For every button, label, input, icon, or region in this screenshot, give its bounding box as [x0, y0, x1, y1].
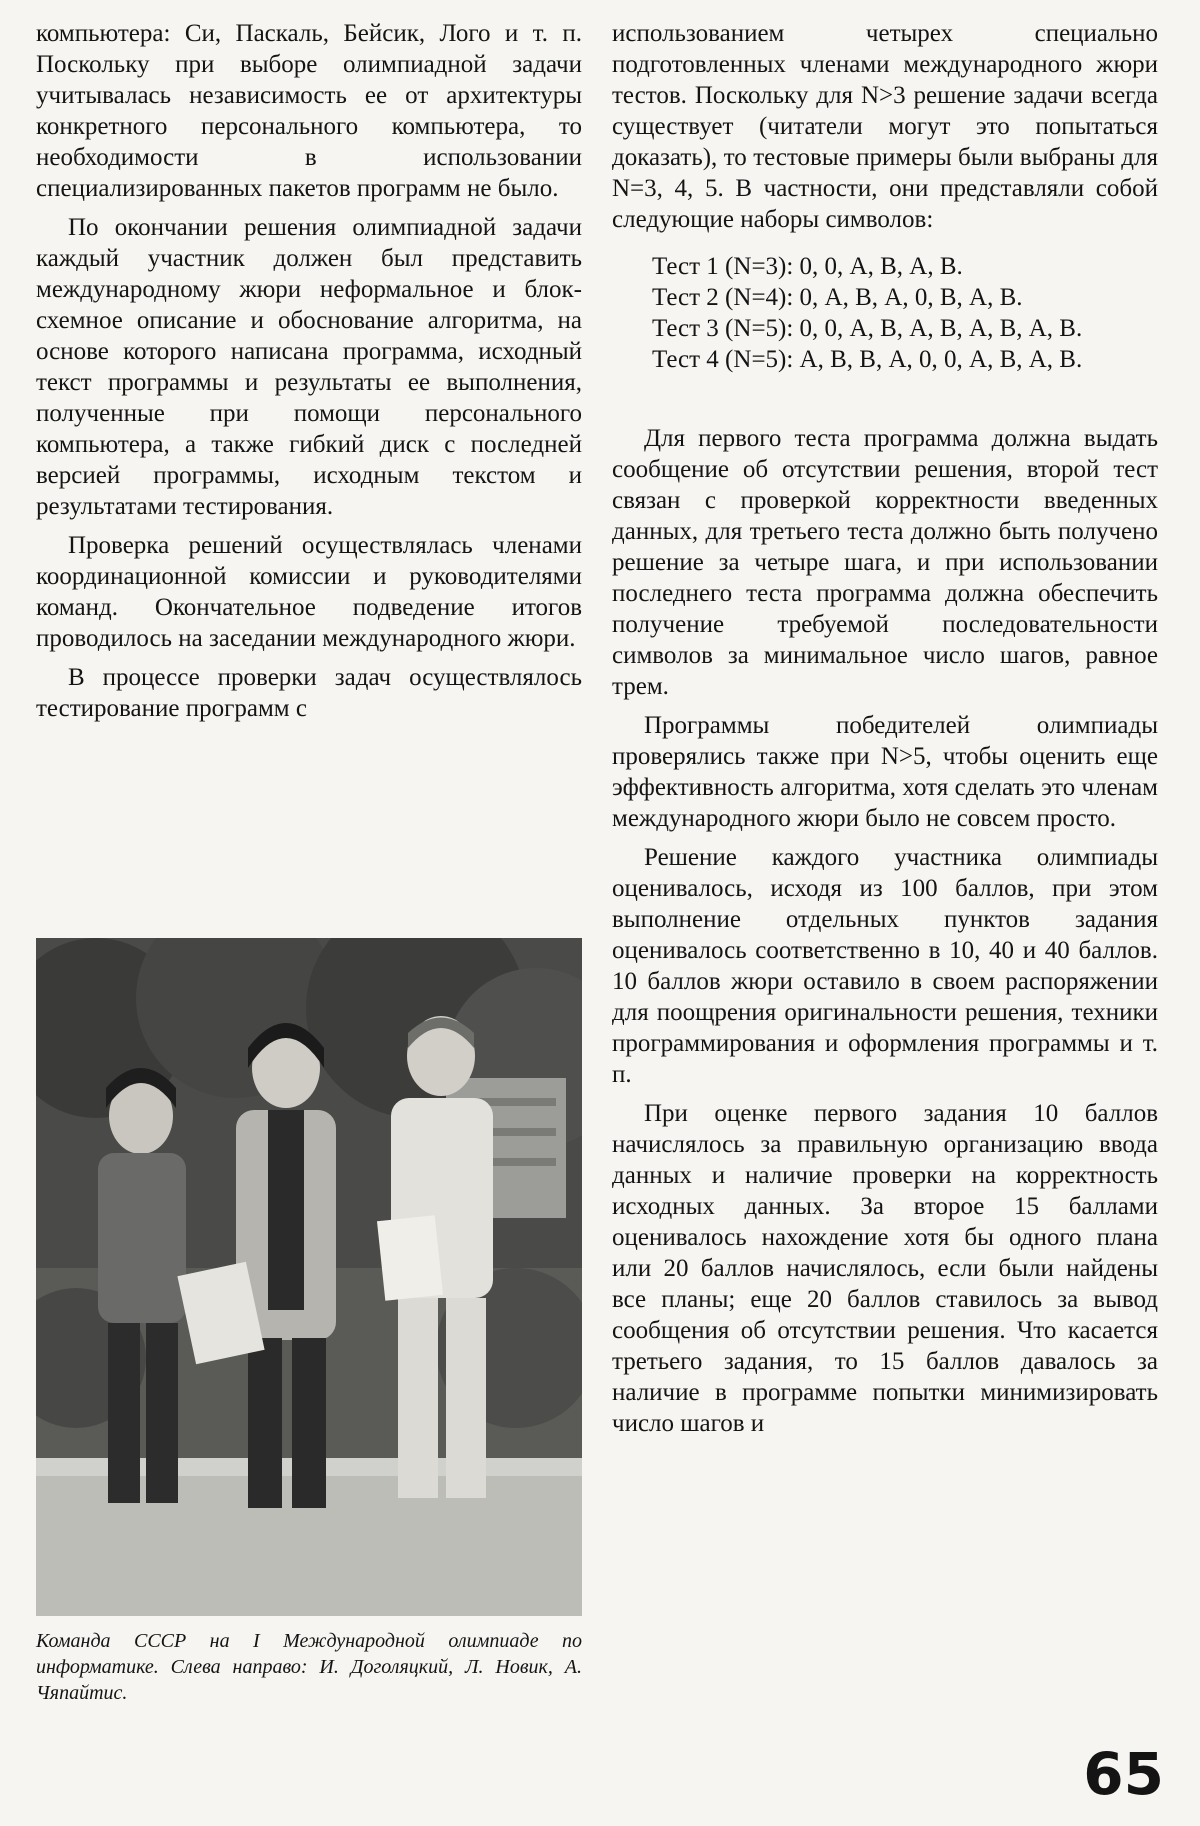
paragraph: компьютера: Си, Паскаль, Бейсик, Лого и т. п. Поскольку при выборе олимпиадной задачи учитывалась независимость ее от архитектуры конкретного персонального компьютера, то необходимости в использовании специализированных пакетов программ не было. [36, 20, 582, 202]
test-line: Тест 4 (N=5): А, В, В, А, 0, 0, А, В, А, В. [652, 346, 1083, 373]
paragraph: По окончании решения олимпиадной задачи каждый участник должен был представить международному жюри неформальное и блок-схемное описание и обоснование алгоритма, на основе которого написана программа, исходный текст программы и результаты ее выполнения, полученные при помощи персонального компьютера, а также гибкий диск с последней версией программы, исходным текстом и результатами тестирования. [36, 214, 582, 520]
paragraph: В процессе проверки задач осуществлялось тестирование программ с [36, 664, 582, 722]
paragraph: Проверка решений осуществлялась членами координационной комиссии и руководителями команд. Окончательное подведение итогов проводилось на заседании международного жюри. [36, 532, 582, 652]
paragraph: Для первого теста программа должна выдать сообщение об отсутствии решения, второй тест связан с проверкой корректности введенных данных, для третьего теста должно быть получено решение за четыре шага, и при использовании последнего теста программа должна обеспечить получение требуемой последовательности символов за минимальное число шагов, равное трем. [612, 425, 1158, 700]
paragraph: Программы победителей олимпиады проверялись также при N>5, чтобы оценить еще эффективность алгоритма, хотя сделать это членам международного жюри было не совсем просто. [612, 712, 1158, 832]
right-column [612, 18, 1158, 1447]
test-line: Тест 3 (N=5): 0, 0, А, В, А, В, А, В, А, В. [652, 315, 1083, 342]
team-photo [36, 938, 582, 1616]
left-column [36, 18, 582, 732]
paragraph: Решение каждого участника олимпиады оценивалось, исходя из 100 баллов, при этом выполнение отдельных пунктов задания оценивалось соответственно в 10, 40 и 40 баллов. 10 баллов жюри оставило в своем распоряжении для поощрения оригинальности решения, техники программирования и оформления программы и т. п. [612, 844, 1158, 1088]
test-line: Тест 1 (N=3): 0, 0, А, В, А, В. [652, 253, 963, 280]
test-list [612, 251, 1158, 375]
team-photo-illustration [36, 938, 582, 1616]
page-number: 65 [1083, 1740, 1164, 1808]
test-line: Тест 2 (N=4): 0, А, В, А, 0, В, А, В. [652, 284, 1023, 311]
photo-caption: Команда СССР на I Международной олимпиаде по информатике. Слева направо: И. Доголяцкий, Л. Новик, А. Чяпайтис. [36, 1630, 582, 1704]
paragraph: При оценке первого задания 10 баллов начислялось за правильную организацию ввода данных и наличие проверки на корректность исходных данных. За второе 15 баллами оценивалось нахождение хотя бы одного плана или 20 баллов начислялось, если были найдены все планы; еще 20 баллов ставилось за вывод сообщения об отсутствии решения. Что касается третьего задания, то 15 баллов давалось за наличие в программе попытки минимизировать число шагов и [612, 1100, 1158, 1437]
paragraph: использованием четырех специально подготовленных членами международного жюри тестов. Поскольку для N>3 решение задачи всегда существует (читатели могут это попытаться доказать), то тестовые примеры были выбраны для N=3, 4, 5. В частности, они представляли собой следующие наборы символов: [612, 20, 1158, 233]
